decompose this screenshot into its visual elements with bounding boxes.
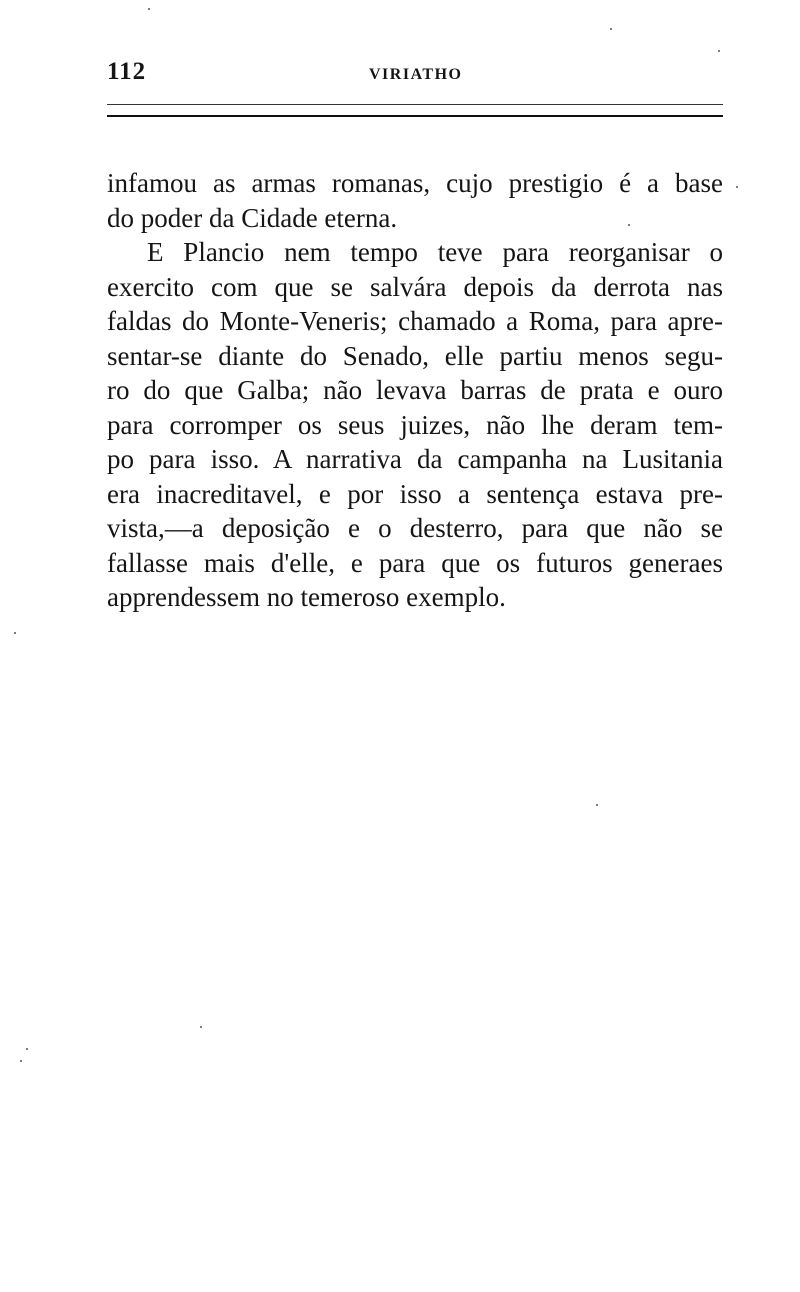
text-line: exercito com que se salvára depois da derrota nas (107, 271, 723, 302)
scan-speck (26, 1048, 28, 1050)
scan-speck (628, 224, 630, 226)
header-rule-thick (107, 115, 723, 117)
text-line: po para isso. A narrativa da campanha na Lusitania (107, 444, 723, 474)
header-rule-thin (107, 104, 723, 105)
text-line: era inacreditavel, e por isso a sentença estava pre- (107, 478, 723, 509)
scan-speck (736, 186, 738, 188)
scan-speck (718, 50, 720, 52)
page-number: 112 (107, 58, 147, 85)
text-line: E Plancio nem tempo teve para reorganisar o (147, 237, 723, 267)
text-line: para corromper os seus juizes, não lhe deram tem- (107, 409, 723, 440)
scan-speck (200, 1026, 202, 1028)
text-line: fallasse mais d'elle, e para que os futuros generaes (107, 547, 723, 578)
page-header (107, 58, 723, 94)
text-line: ro do que Galba; não levava barras de prata e ouro (107, 375, 723, 405)
text-line: infamou as armas romanas, cujo prestigio é a base (107, 168, 723, 198)
scan-speck (20, 1060, 22, 1062)
scan-speck (610, 28, 612, 30)
text-line: faldas do Monte-Veneris; chamado a Roma, para apre- (107, 306, 723, 336)
text-line: sentar-se diante do Senado, elle partiu menos segu- (107, 340, 723, 371)
body-text (107, 166, 723, 615)
scan-speck (596, 804, 598, 806)
text-line: apprendessem no temeroso exemplo. (107, 582, 506, 612)
running-title: VIRIATHO (369, 66, 463, 83)
scan-speck (148, 8, 150, 10)
text-line: do poder da Cidade eterna. (107, 202, 398, 233)
text-line: vista,—a deposição e o desterro, para que não se (107, 513, 723, 543)
scan-speck (14, 632, 16, 634)
